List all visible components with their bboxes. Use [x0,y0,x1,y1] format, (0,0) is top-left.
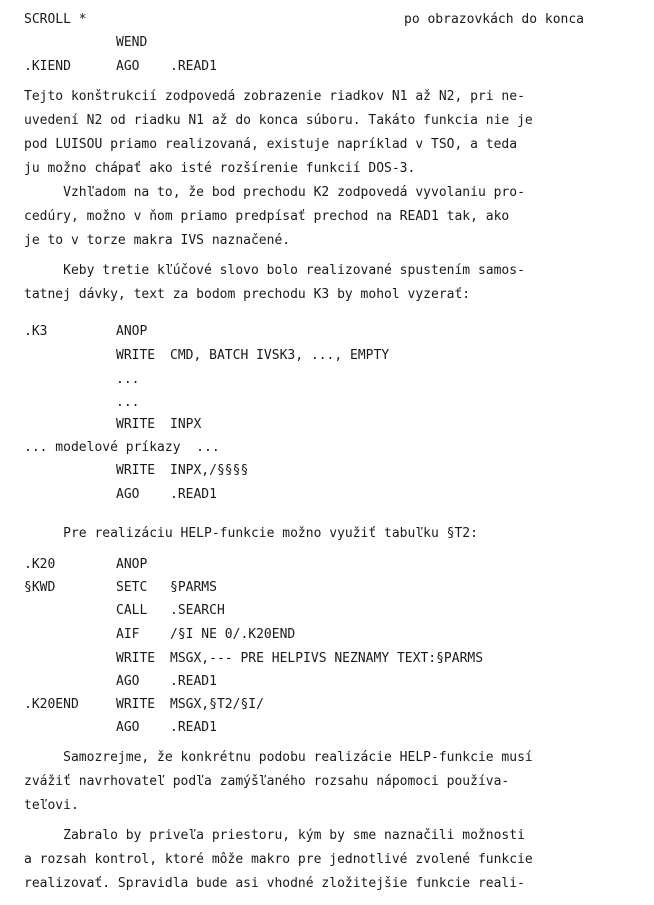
code-arg: .READ1 [170,487,217,502]
text-line: tatnej dávky, text za bodom prechodu K3 by mohol vyzerať: [24,287,471,302]
text-line: Pre realizáciu HELP-funkcie možno využiť tabuľku §T2: [24,526,478,541]
code-op: AGO [116,487,140,502]
text-line: Tejto konštrukcií zodpovedá zobrazenie riadkov N1 až N2, pri ne- [24,89,525,104]
paragraph-1 [24,89,636,177]
code-arg: MSGX,--- PRE HELPIVS NEZNAMY TEXT:§PARMS [170,651,484,666]
paragraph-5 [24,750,636,814]
code-op: CALL [116,603,148,618]
kiend-op: AGO [116,59,140,74]
scroll-comment: po obrazovkách do konca [404,12,585,27]
code-op: WRITE [116,417,156,432]
code-op: AGO [116,674,140,689]
code-arg: §PARMS [170,580,217,595]
code-arg: .READ1 [170,720,217,735]
text-line: zvážiť navrhovateľ podľa zamýšľaného rozsahu nápomoci používa- [24,774,510,789]
kiend-label: .KIEND [24,59,71,74]
paragraph-2 [24,185,636,249]
paragraph-3 [24,263,636,303]
code-op: WRITE [116,348,156,363]
text-line: teľovi. [24,798,79,813]
text-line: realizovať. Spravidla bude asi vhodné zložitejšie funkcie reali- [24,876,525,891]
code-comment: ... modelové príkazy ... [24,440,220,455]
wend-keyword: WEND [116,35,148,50]
text-line: Zabralo by priveľa priestoru, kým by sme naznačili možnosti [24,828,525,843]
code-op: ANOP [116,324,148,339]
code-label: .K3 [24,324,48,339]
code-op: ... [116,395,140,410]
paragraph-6 [24,828,636,892]
code-op: WRITE [116,463,156,478]
code-arg: CMD, BATCH IVSK3, ..., EMPTY [170,348,390,363]
code-op: WRITE [116,651,156,666]
text-line: a rozsah kontrol, ktoré môže makro pre jednotlivé zvolené funkcie [24,852,533,867]
text-line: je to v torze makra IVS naznačené. [24,233,291,248]
code-op: ANOP [116,557,148,572]
code-label: .K20END [24,697,79,712]
code-op: AGO [116,720,140,735]
code-op: ... [116,372,140,387]
code-arg: INPX,/§§§§ [170,463,249,478]
text-line: cedúry, možno v ňom priamo predpísať prechod na READ1 tak, ako [24,209,510,224]
code-arg: INPX [170,417,202,432]
text-line: Vzhľadom na to, že bod prechodu K2 zodpovedá vyvolaniu pro- [24,185,525,200]
text-line: ju možno chápať ako isté rozšírenie funkcií DOS-3. [24,161,416,176]
code-label: .K20 [24,557,56,572]
code-op: WRITE [116,697,156,712]
kiend-arg: .READ1 [170,59,217,74]
code-arg: .SEARCH [170,603,225,618]
code-arg: MSGX,§T2/§I/ [170,697,264,712]
code-arg: /§I NE 0/.K20END [170,627,296,642]
code-op: SETC [116,580,148,595]
text-line: Keby tretie kľúčové slovo bolo realizované spustením samos- [24,263,525,278]
text-line: uvedení N2 od riadku N1 až do konca súboru. Takáto funkcia nie je [24,113,533,128]
code-arg: .READ1 [170,674,217,689]
text-line: pod LUISOU priamo realizovaná, existuje napríklad v TSO, a teda [24,137,518,152]
scroll-label: SCROLL * [24,12,87,27]
code-op: AIF [116,627,140,642]
text-line: Samozrejme, že konkrétnu podobu realizácie HELP-funkcie musí [24,750,533,765]
code-label: §KWD [24,580,56,595]
paragraph-4 [24,526,636,542]
